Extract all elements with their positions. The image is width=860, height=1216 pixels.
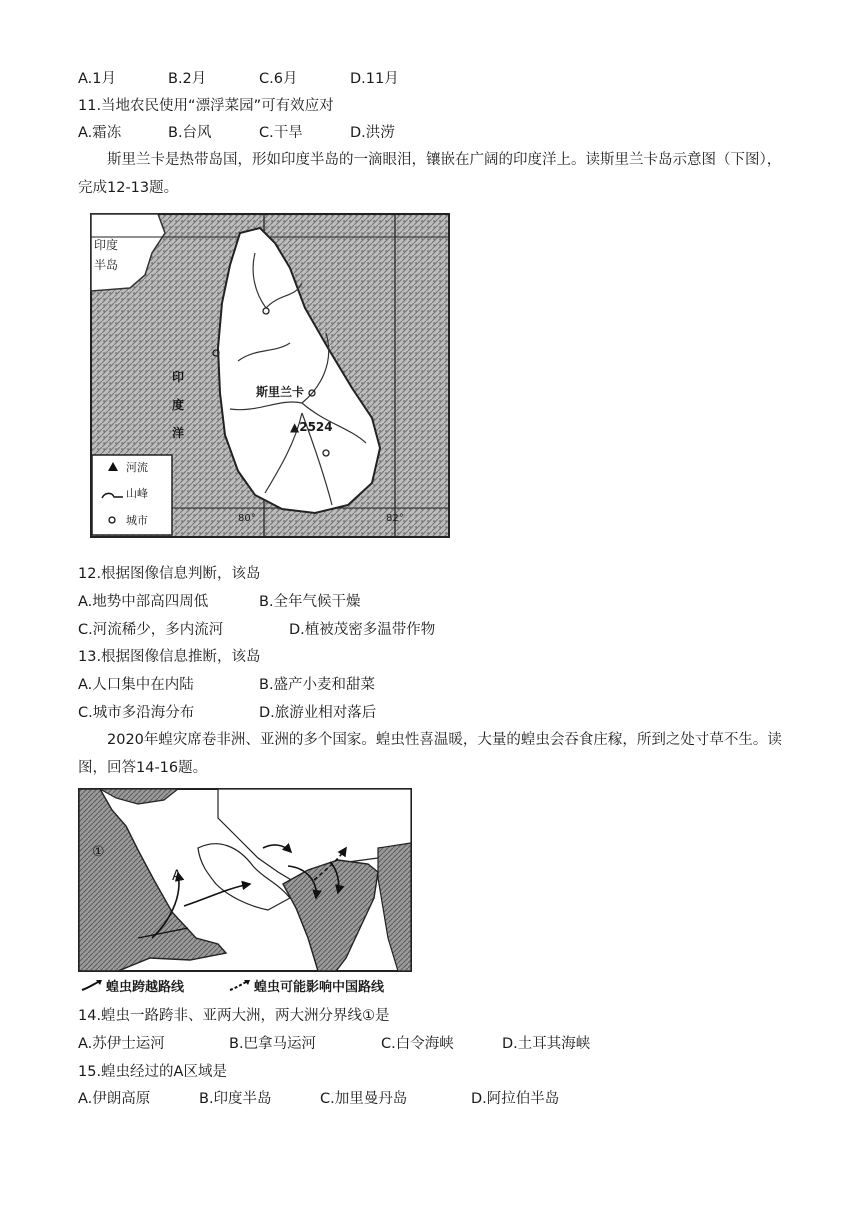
q13-stem: 13.根据图像信息推断，该岛 <box>78 649 261 665</box>
q14-option-b: B.巴拿马运河 <box>229 1036 317 1052</box>
legend-solid-arrow-icon <box>80 978 104 992</box>
q13-option-b: B.盛产小麦和甜菜 <box>259 677 376 693</box>
label-boundary-1: ① <box>92 844 105 860</box>
q14-option-d: D.土耳其海峡 <box>502 1036 591 1052</box>
legend-solid-route-label: 蝗虫跨越路线 <box>106 980 185 995</box>
q11-option-b: B.台风 <box>168 125 212 141</box>
q14-option-a: A.苏伊士运河 <box>78 1036 165 1052</box>
label-longitude-82: 82° <box>386 513 404 524</box>
q11-stem: 11.当地农民使用“漂浮菜园”可有效应对 <box>78 98 334 114</box>
legend-dashed-route-label: 蝗虫可能影响中国路线 <box>254 980 385 995</box>
intro-paragraph-12-13: 斯里兰卡是热带岛国，形如印度半岛的一滴眼泪，镶嵌在广阔的印度洋上。读斯里兰卡岛示意图（下图），完成12-13题。 <box>78 152 782 196</box>
locust-map-graphic <box>78 788 412 972</box>
q13-option-c: C.城市多沿海分布 <box>78 705 195 721</box>
intro-paragraph-14-16: 2020年蝗灾席卷非洲、亚洲的多个国家。蝗虫性喜温暖，大量的蝗虫会吞食庄稼，所到之处寸草不生。读图，回答14-16题。 <box>78 732 782 776</box>
label-peak-2524: ▲2524 <box>290 420 333 434</box>
srilanka-map <box>90 213 450 538</box>
q10-option-a: A.1月 <box>78 71 116 87</box>
q12-stem: 12.根据图像信息判断，该岛 <box>78 566 261 582</box>
q15-option-b: B.印度半岛 <box>199 1091 272 1107</box>
q10-option-c: C.6月 <box>259 71 298 87</box>
q12-option-a: A.地势中部高四周低 <box>78 594 209 610</box>
q13-option-a: A.人口集中在内陆 <box>78 677 194 693</box>
q10-option-d: D.11月 <box>350 71 399 87</box>
q10-option-b: B.2月 <box>168 71 207 87</box>
q12-option-c: C.河流稀少，多内流河 <box>78 622 224 638</box>
legend-river-label: 河流 <box>126 461 148 474</box>
q11-option-c: C.干旱 <box>259 125 303 141</box>
label-india-peninsula: 印度 半岛 <box>94 238 119 272</box>
label-srilanka: 斯里兰卡 <box>256 385 305 399</box>
q12-option-b: B.全年气候干燥 <box>259 594 361 610</box>
legend-peak-label: 山峰 <box>126 487 148 500</box>
q14-option-c: C.白令海峡 <box>381 1036 454 1052</box>
q12-option-d: D.植被茂密多温带作物 <box>289 622 436 638</box>
q11-option-d: D.洪涝 <box>350 125 395 141</box>
label-longitude-80: 80° <box>238 513 256 524</box>
q11-option-a: A.霜冻 <box>78 125 122 141</box>
q15-option-a: A.伊朗高原 <box>78 1091 151 1107</box>
q15-option-c: C.加里曼丹岛 <box>320 1091 408 1107</box>
label-region-a: A <box>172 868 182 884</box>
q15-option-d: D.阿拉伯半岛 <box>471 1091 560 1107</box>
q13-option-d: D.旅游业相对落后 <box>259 705 377 721</box>
label-indian-ocean: 印 度 洋 <box>172 370 185 440</box>
legend-dashed-arrow-icon <box>228 978 252 992</box>
legend-city-label: 城市 <box>126 514 148 527</box>
q14-stem: 14.蝗虫一路跨非、亚两大洲，两大洲分界线①是 <box>78 1008 390 1024</box>
q15-stem: 15.蝗虫经过的A区域是 <box>78 1064 227 1080</box>
locust-route-map <box>78 788 412 998</box>
